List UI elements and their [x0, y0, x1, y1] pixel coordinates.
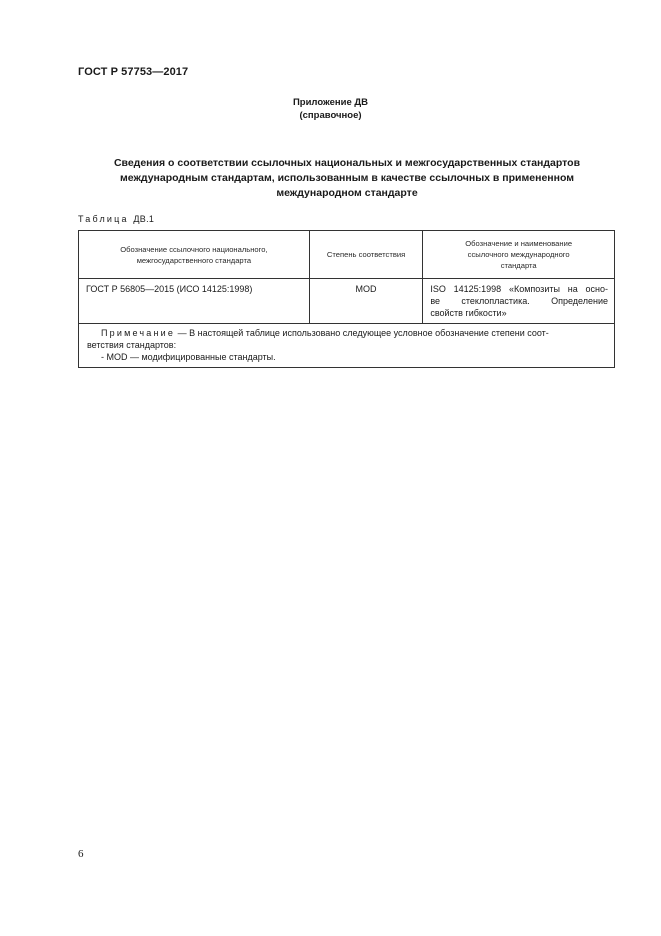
- table-caption-word: Таблица: [78, 214, 129, 224]
- header-international-standard: [423, 231, 615, 279]
- table-caption: [78, 214, 154, 224]
- cell-international-standard: [423, 279, 615, 324]
- cell-text-line: ISO 14125:1998 «Композиты на осно-: [430, 284, 608, 294]
- table-header-row: [79, 231, 615, 279]
- correspondence-table: [78, 230, 615, 368]
- header-degree: Степень соответствия: [309, 231, 423, 279]
- page-number: 6: [78, 848, 84, 860]
- appendix-title: Приложение ДВ: [292, 97, 369, 108]
- table-note-row: [79, 324, 615, 368]
- note-text: — В настоящей таблице использовано следующее условное обозначение степени соот-: [175, 328, 549, 338]
- table-note: [79, 324, 615, 368]
- table-caption-number: ДВ.1: [133, 214, 155, 224]
- header-text: межгосударственного стандарта: [136, 255, 252, 265]
- table-row: [79, 279, 615, 324]
- section-title-line: Сведения о соответствии ссылочных национальных и межгосударственных стандартов: [113, 157, 581, 169]
- note-line: ветствия стандартов:: [87, 340, 177, 350]
- note-line: - MOD — модифицированные стандарты.: [101, 352, 276, 362]
- cell-text-line: ве стеклопластика. Определение: [430, 296, 608, 306]
- note-line: [87, 327, 608, 339]
- header-text: Обозначение и наименование: [465, 239, 573, 248]
- header-text: Обозначение ссылочного национального,: [120, 244, 268, 254]
- header-text: стандарта: [500, 261, 537, 270]
- cell-degree: MOD: [309, 279, 423, 324]
- section-title-line: международном стандарте: [276, 187, 418, 199]
- section-title-line: международным стандартам, использованным в качестве ссылочных в примененном: [119, 172, 575, 184]
- document-code: ГОСТ Р 57753—2017: [78, 66, 189, 78]
- appendix-heading: [0, 96, 661, 122]
- section-title: [80, 156, 614, 201]
- header-text: ссылочного международного: [467, 250, 570, 259]
- appendix-subtitle: (справочное): [299, 110, 362, 121]
- header-national-standard: [79, 231, 310, 279]
- note-label: Примечание: [101, 328, 176, 338]
- cell-text-line: свойств гибкости»: [430, 308, 507, 318]
- cell-national-standard: ГОСТ Р 56805—2015 (ИСО 14125:1998): [79, 279, 310, 324]
